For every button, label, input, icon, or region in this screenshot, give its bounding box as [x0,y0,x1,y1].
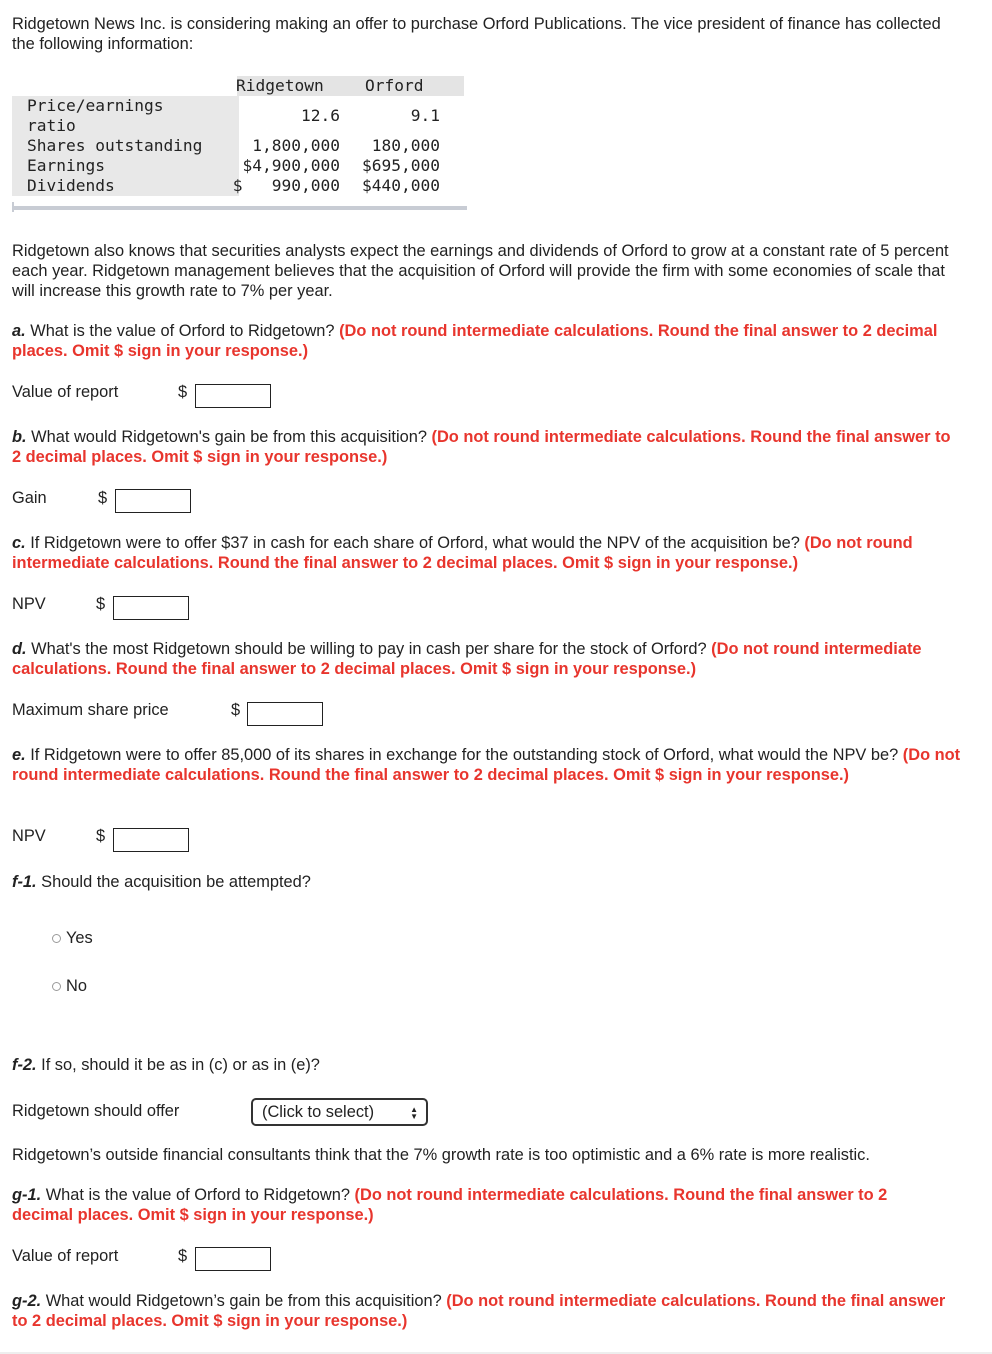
question-g2-tag: g-2. [12,1292,42,1310]
question-a-tag: a. [12,322,26,340]
answer-f2-label: Ridgetown should offer [12,1102,180,1120]
answer-d-input[interactable] [247,702,323,726]
question-b-text: What would Ridgetown's gain be from this acquisition? [26,428,432,446]
intro-text: Ridgetown News Inc. is considering making an offer to purchase Orford Publications. The vice president of finance has collected the following information: [12,15,941,53]
cell-ridgetown-dividends: $ 990,000 [232,176,340,195]
info-table [12,76,455,212]
question-g2-text: What would Ridgetown’s gain be from this acquisition? [41,1292,447,1310]
answer-a-label: Value of report [12,383,119,401]
row-label-pe-1: Price/earnings [27,96,164,115]
question-e-tag: e. [12,746,26,764]
question-f1-tag: f-1. [12,873,37,891]
answer-e-currency: $ [96,827,106,845]
question-b [12,427,962,467]
question-c-tag: c. [12,534,26,552]
row-label-dividends: Dividends [27,176,115,195]
cell-orford-earnings: $695,000 [362,156,440,175]
cell-ridgetown-shares: 1,800,000 [252,136,340,155]
question-b-note: (Do not round intermediate calculations. Round the final answer to 2 decimal places. Omit $ sign in your response.) [12,428,951,466]
cell-orford-pe: 9.1 [410,106,440,125]
question-c [12,533,962,573]
row-label-pe-2: ratio [27,116,76,135]
radio-yes-circle[interactable] [52,934,61,943]
select-arrows-icon: ▲ ▼ [410,1105,418,1121]
radio-no-label: No [66,977,87,995]
consultants-text: Ridgetown’s outside financial consultants think that the 7% growth rate is too optimistic and a 6% rate is more realistic. [12,1146,870,1164]
question-a [12,321,962,361]
question-d-text: What's the most Ridgetown should be willing to pay in cash per share for the stock of Orford? [26,640,712,658]
cell-orford-dividends: $440,000 [362,176,440,195]
answer-c-input[interactable] [113,596,189,620]
radio-no[interactable] [52,977,87,996]
question-a-text: What is the value of Orford to Ridgetown? [25,322,340,340]
answer-g1-currency: $ [178,1247,188,1265]
header-ridgetown: Ridgetown [236,76,324,95]
question-c-note: (Do not round intermediate calculations. Round the final answer to 2 decimal places. Omit $ sign in your response.) [12,534,913,572]
table-bottom-rule [12,206,467,210]
question-f1 [12,872,962,892]
answer-a-input[interactable] [195,384,271,408]
answer-a-currency: $ [178,383,188,401]
answer-b-label: Gain [12,489,47,507]
question-g2-note: (Do not round intermediate calculations. Round the final answer to 2 decimal places. Omit $ sign in your response.) [12,1292,946,1330]
question-d-tag: d. [12,640,27,658]
question-f2 [12,1055,962,1075]
question-b-tag: b. [12,428,27,446]
header-orford: Orford [365,76,424,95]
cell-ridgetown-earnings: $4,900,000 [242,156,340,175]
question-f2-tag: f-2. [12,1056,37,1074]
question-g1-note: (Do not round intermediate calculations. Round the final answer to 2 decimal places. Omit $ sign in your response.) [12,1186,888,1224]
question-g2 [12,1291,952,1331]
offer-select[interactable] [251,1098,428,1126]
answer-g1-input[interactable] [195,1247,271,1271]
question-e [12,745,962,785]
question-g1-text: What is the value of Orford to Ridgetown? [41,1186,355,1204]
question-a-note: (Do not round intermediate calculations. Round the final answer to 2 decimal places. Omit $ sign in your response.) [12,322,938,360]
offer-select-value: (Click to select) [262,1102,375,1121]
question-c-text: If Ridgetown were to offer $37 in cash for each share of Orford, what would the NPV of the acquisition be? [25,534,805,552]
answer-d-label: Maximum share price [12,701,169,719]
cell-orford-shares: 180,000 [371,136,440,155]
radio-no-circle[interactable] [52,982,61,991]
answer-c-label: NPV [12,595,46,613]
question-e-note: (Do not round intermediate calculations. Round the final answer to 2 decimal places. Omit $ sign in your response.) [12,746,961,784]
radio-yes[interactable] [52,929,93,948]
answer-g1-label: Value of report [12,1247,119,1265]
question-g1 [12,1185,952,1225]
question-f1-text: Should the acquisition be attempted? [36,873,311,891]
radio-yes-label: Yes [66,929,93,947]
question-g1-tag: g-1. [12,1186,42,1204]
row-label-shares: Shares outstanding [27,136,203,155]
question-e-text: If Ridgetown were to offer 85,000 of its shares in exchange for the outstanding stock of Orford, what would the NPV be? [25,746,903,764]
growth-paragraph: Ridgetown also knows that securities analysts expect the earnings and dividends of Orford to grow at a constant rate of 5 percent each year. Ridgetown management believes that the acquisition of Orford will provide the firm with some economies of scale that will increase this growth rate to 7% per year. [12,242,949,300]
cell-ridgetown-pe: 12.6 [301,106,340,125]
answer-b-currency: $ [98,489,108,507]
row-label-earnings: Earnings [27,156,105,175]
answer-b-input[interactable] [115,489,191,513]
answer-e-label: NPV [12,827,46,845]
answer-d-currency: $ [231,701,241,719]
question-d [12,639,962,679]
answer-e-input[interactable] [113,828,189,852]
answer-c-currency: $ [96,595,106,613]
question-d-note: (Do not round intermediate calculations. Round the final answer to 2 decimal places. Omit $ sign in your response.) [12,640,922,678]
question-f2-text: If so, should it be as in (c) or as in (e)? [36,1056,320,1074]
